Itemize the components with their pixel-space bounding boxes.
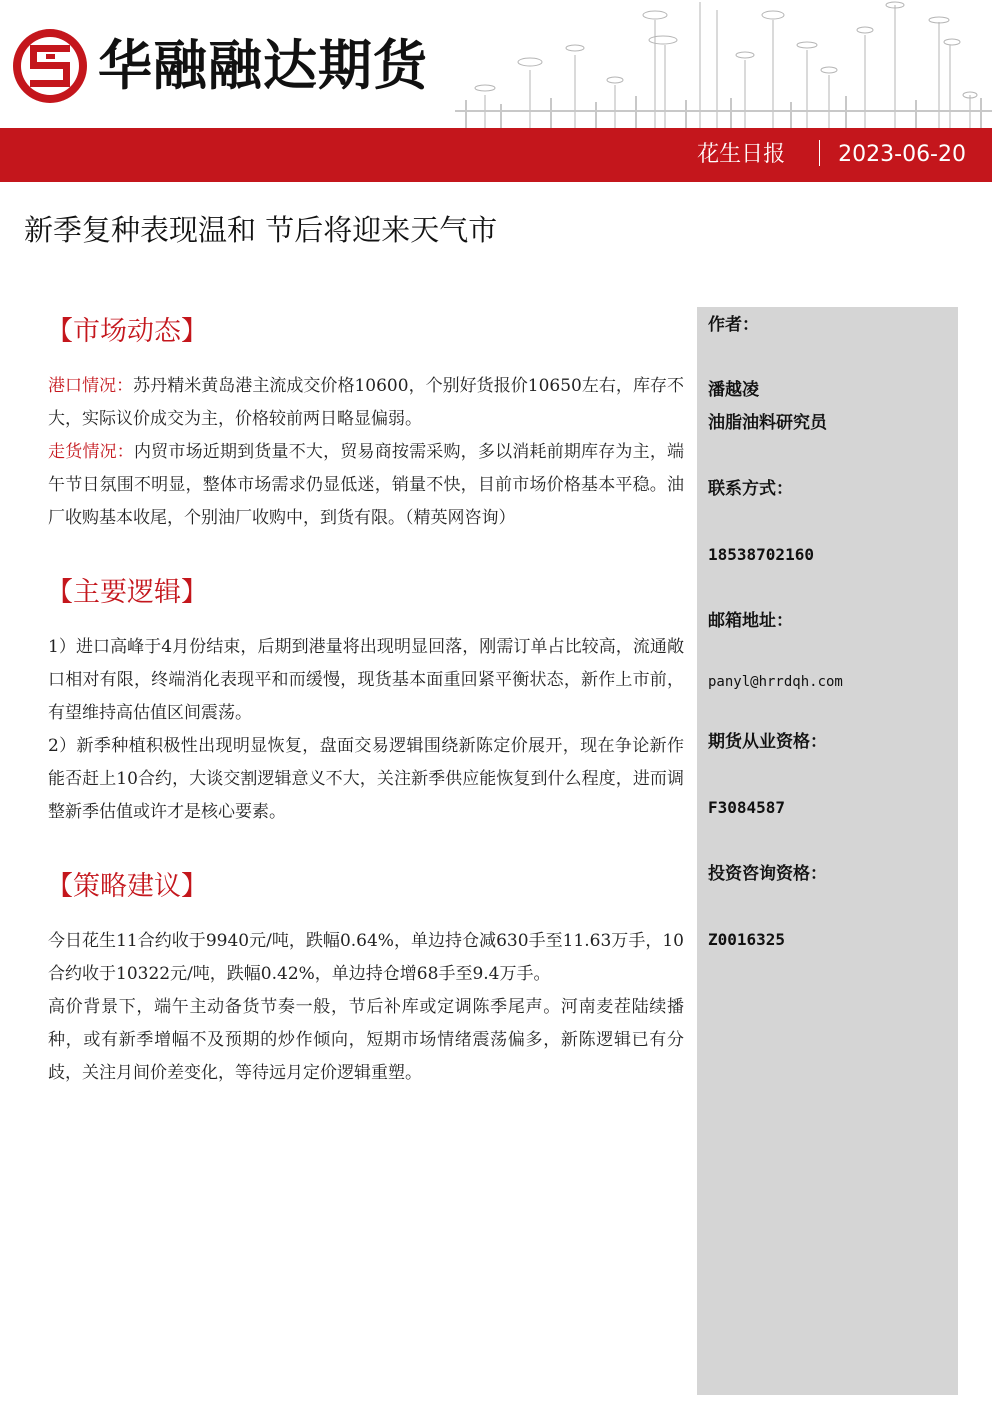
paragraph-port — [48, 370, 684, 436]
paragraph-spot — [48, 436, 684, 535]
section-heading-logic: 【主要逻辑】 — [46, 577, 208, 608]
spot-text: 内贸市场近期到货量不大，贸易商按需采购，多以消耗前期库存为主，端午节日氛围不明显，整体市场需求仍显低迷，销量不快，目前市场价格基本平稳。油厂收购基本收尾，个别油厂收购中，到货有限。（精英网咨询） — [48, 442, 685, 528]
report-banner — [0, 128, 992, 182]
report-title: 新季复种表现温和 节后将迎来天气市 — [24, 213, 498, 247]
author-name: 潘越凌 — [708, 380, 759, 400]
spot-label: 走货情况： — [48, 442, 134, 462]
divider — [819, 140, 820, 166]
report-type: 花生日报 — [697, 142, 786, 167]
brand-name: 华融融达期货 — [98, 34, 428, 97]
author-title: 油脂油料研究员 — [708, 413, 827, 433]
report-header — [0, 0, 992, 182]
port-text: 苏丹精米黄岛港主流成交价格10600，个别好货报价10650左右，库存不大，实际议价成交为主，价格较前两日略显偏弱。 — [48, 376, 684, 429]
main-content — [48, 308, 684, 1090]
paragraph-strategy-2: 高价背景下，端午主动备货节奏一般，节后补库或定调陈季尾声。河南麦茬陆续播种，或有新季增幅不及预期的炒作倾向，短期市场情绪震荡偏多，新陈逻辑已有分歧，关注月间价差变化，等待远月定价逻辑重塑。 — [48, 997, 684, 1083]
contact-label: 联系方式： — [708, 479, 793, 499]
section-heading-market: 【市场动态】 — [46, 316, 208, 347]
paragraph-logic-1: 1）进口高峰于4月份结束，后期到港量将出现明显回落，刚需订单占比较高，流通敞口相对有限，终端消化表现平和而缓慢，现货基本面重回紧平衡状态，新作上市前，有望维持高估值区间震荡。 — [48, 637, 684, 723]
port-label: 港口情况： — [48, 376, 134, 396]
email-address[interactable]: panyl@hrrdqh.com — [708, 674, 843, 690]
report-date: 2023-06-20 — [838, 142, 966, 167]
futures-cert-label: 期货从业资格： — [708, 732, 827, 752]
advisory-cert-number: Z0016325 — [708, 930, 786, 949]
advisory-cert-label: 投资咨询资格： — [708, 864, 827, 884]
futures-cert-number: F3084587 — [708, 798, 786, 817]
section-heading-strategy: 【策略建议】 — [46, 871, 208, 902]
author-label: 作者： — [708, 315, 759, 335]
decorative-lines-graphic — [455, 0, 992, 128]
author-sidebar — [697, 307, 958, 1395]
email-label: 邮箱地址： — [708, 611, 793, 631]
company-logo-icon — [10, 26, 90, 106]
paragraph-strategy-1: 今日花生11合约收于9940元/吨，跌幅0.64%，单边持仓减630手至11.63万手，10合约收于10322元/吨，跌幅0.42%，单边持仓增68手至9.4万手。 — [48, 931, 684, 984]
phone-number: 18538702160 — [708, 545, 814, 564]
paragraph-logic-2: 2）新季种植积极性出现明显恢复，盘面交易逻辑围绕新陈定价展开，现在争论新作能否赶上10合约，大谈交割逻辑意义不大，关注新季供应能恢复到什么程度，进而调整新季估值或许才是核心要素。 — [48, 736, 684, 822]
